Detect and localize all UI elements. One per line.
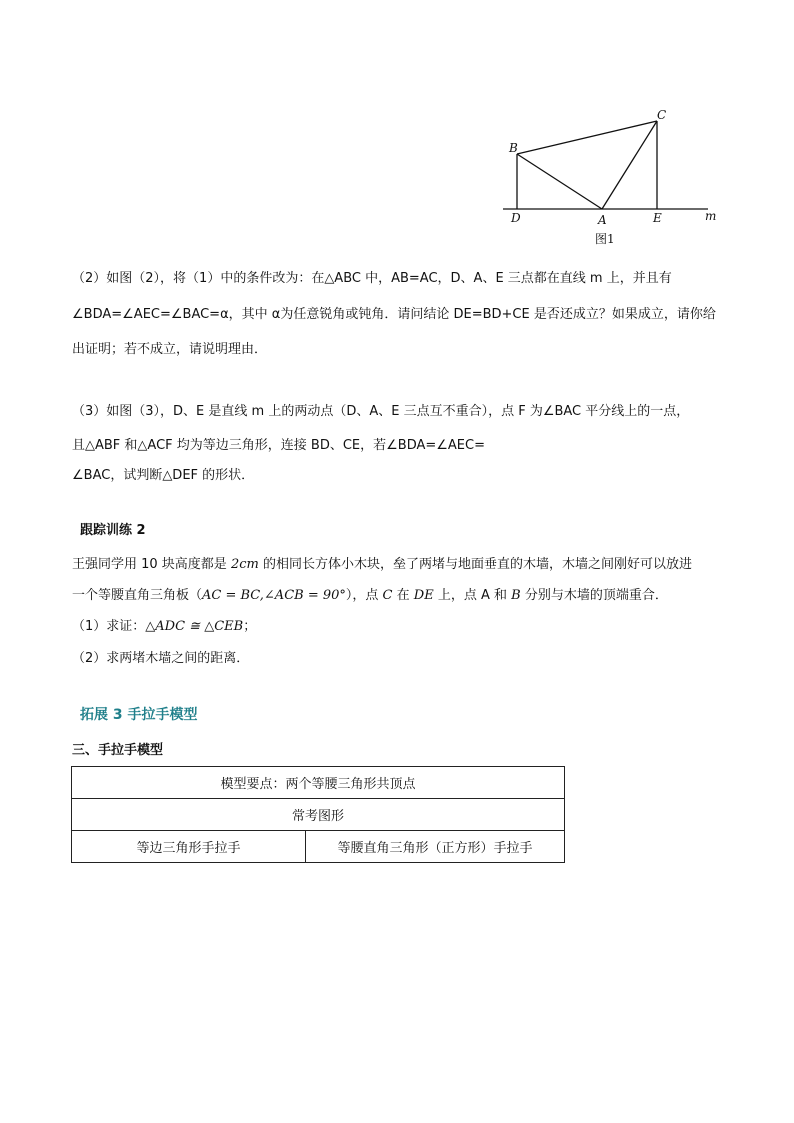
part2-line3: 出证明；若不成立，请说明理由． bbox=[72, 342, 268, 357]
training2-q1-text-b: ； bbox=[243, 619, 257, 634]
training2-line2-text-b: ），点 bbox=[345, 588, 383, 603]
training2-line2-text-a: 一个等腰直角三角板（ bbox=[72, 588, 203, 603]
training2-line2-text-h: 分别与木墙的顶端重合． bbox=[520, 588, 668, 603]
training2-line2-segment-de: DE bbox=[413, 588, 434, 603]
part3-line3: ∠BAC，试判断△DEF 的形状． bbox=[72, 468, 255, 483]
training2-question1 bbox=[72, 618, 256, 636]
part2-line1: （2）如图（2），将（1）中的条件改为：在△ABC 中，AB=AC，D、A、E 三点都在直线 m 上，并且有 bbox=[72, 271, 672, 286]
training2-q1-text-a: （1）求证： bbox=[72, 619, 146, 634]
segment-ba bbox=[517, 154, 602, 209]
training2-line2-text-d: 在 bbox=[392, 588, 414, 603]
line-label-m: m bbox=[705, 209, 717, 223]
part3-line2: 且△ABF 和△ACF 均为等边三角形，连接 BD、CE，若∠BDA=∠AEC= bbox=[72, 438, 485, 453]
training2-q1-math: △ADC ≅ △CEB bbox=[145, 619, 244, 634]
training2-line1-math: 2cm bbox=[230, 557, 259, 572]
segment-bc bbox=[517, 121, 657, 154]
model-table-isosceles-right: 等腰直角三角形（正方形）手拉手 bbox=[306, 831, 565, 863]
part3-line1: （3）如图（3），D、E 是直线 m 上的两动点（D、A、E 三点互不重合），点 F 为∠BAC 平分线上的一点， bbox=[72, 404, 690, 419]
training2-question2: （2）求两堵木墙之间的距离． bbox=[72, 651, 250, 666]
model-table-equilateral: 等边三角形手拉手 bbox=[72, 831, 306, 863]
training2-line1-text-a: 王强同学用 10 块高度都是 bbox=[72, 557, 231, 572]
training2-line2-math: AC = BC,∠ACB = 90° bbox=[202, 588, 346, 603]
extension3-subheading: 三、手拉手模型 bbox=[72, 743, 164, 758]
point-label-a: A bbox=[598, 213, 607, 227]
model-table-common-figures: 常考图形 bbox=[72, 799, 565, 831]
training2-line2-text-f: 上，点 A 和 bbox=[433, 588, 512, 603]
figure-caption: 图1 bbox=[595, 232, 615, 246]
segment-ac bbox=[602, 121, 657, 209]
point-label-b: B bbox=[509, 141, 518, 155]
training2-line2-point-b: B bbox=[511, 588, 521, 603]
training2-line2 bbox=[72, 587, 668, 605]
extension3-heading: 拓展 3 手拉手模型 bbox=[80, 707, 198, 723]
point-label-e: E bbox=[653, 211, 662, 225]
part2-line2: ∠BDA=∠AEC=∠BAC=α，其中 α为任意锐角或钝角．请问结论 DE=BD+CE 是否还成立？如果成立，请你给 bbox=[72, 307, 716, 322]
point-label-c: C bbox=[657, 108, 667, 122]
training2-line1-text-b: 的相同长方体小木块，垒了两堵与地面垂直的木墙，木墙之间刚好可以放进 bbox=[258, 557, 692, 572]
training2-title: 跟踪训练 2 bbox=[80, 523, 146, 538]
model-table bbox=[71, 766, 565, 863]
model-table-key-point: 模型要点：两个等腰三角形共顶点 bbox=[72, 767, 565, 799]
training2-line1 bbox=[72, 556, 692, 574]
point-label-d: D bbox=[511, 211, 521, 225]
figure-1-diagram bbox=[495, 104, 725, 249]
training2-line2-point-c: C bbox=[382, 588, 393, 603]
